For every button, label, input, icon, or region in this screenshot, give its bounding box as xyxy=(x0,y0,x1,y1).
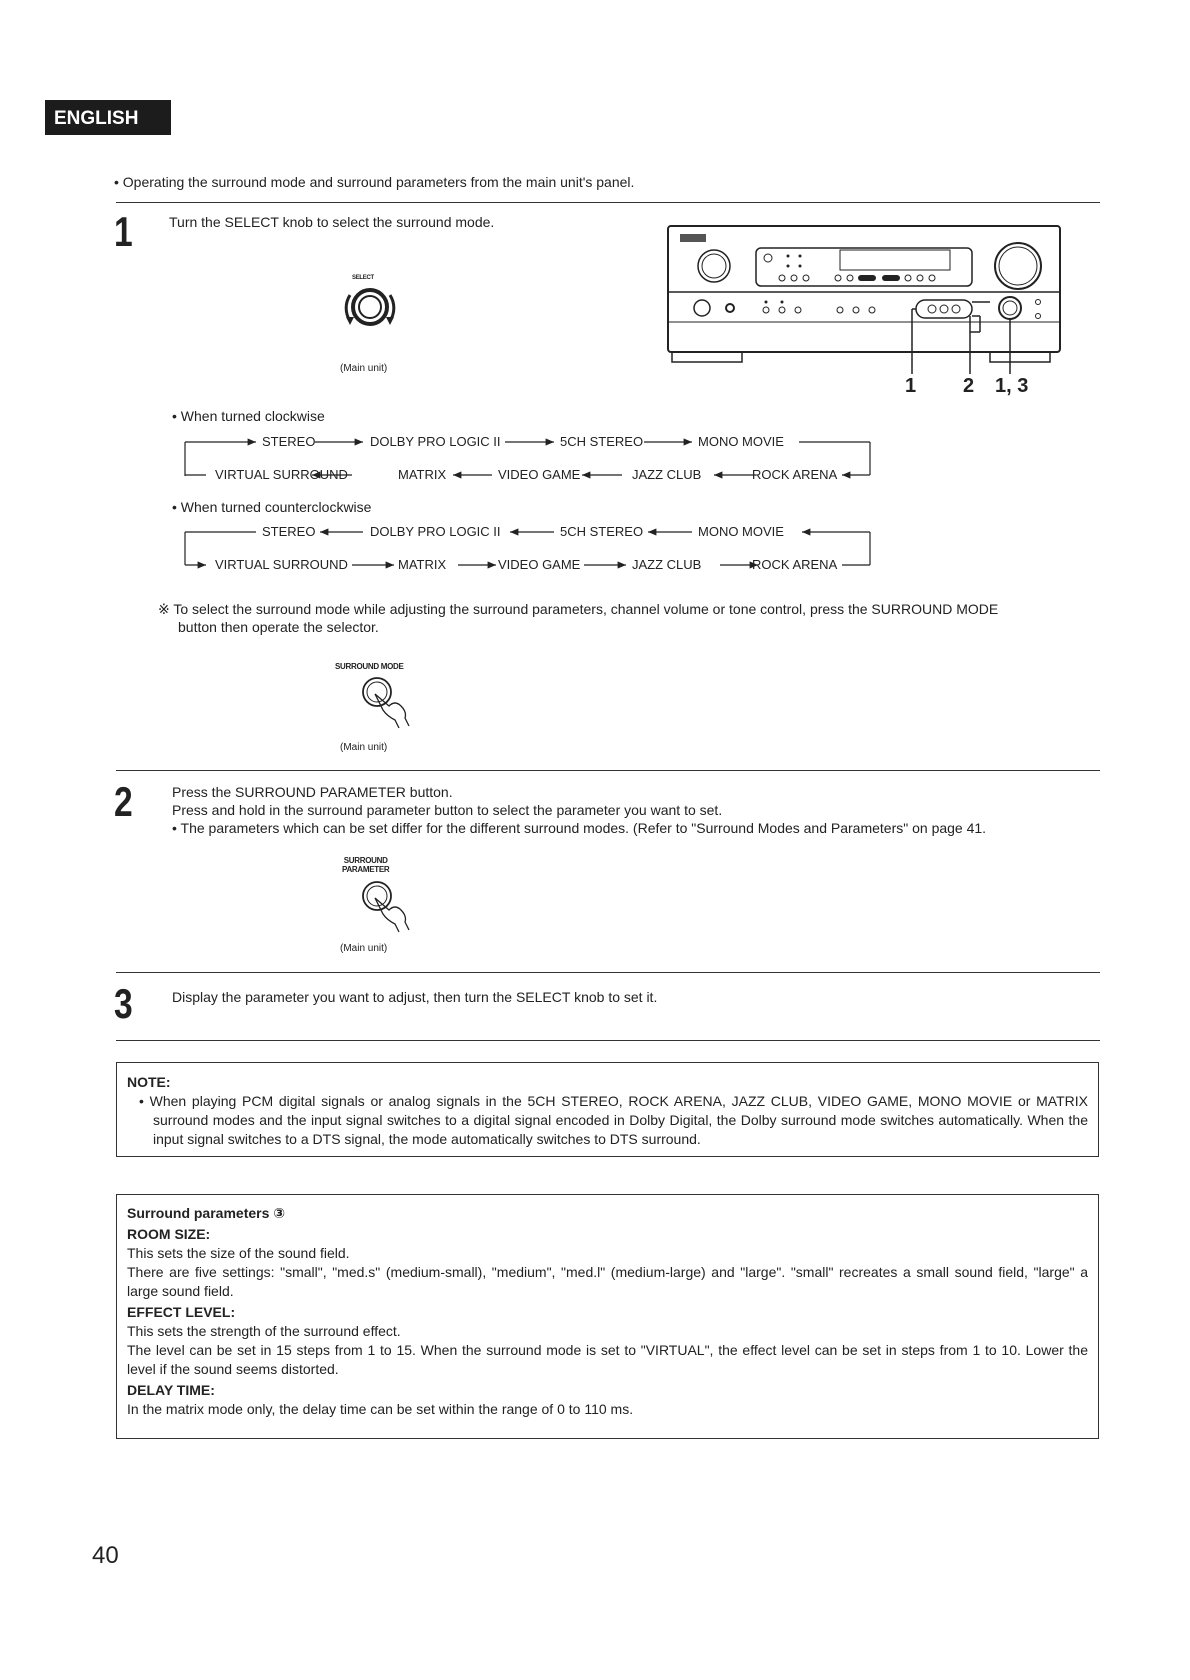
page-number: 40 xyxy=(92,1542,119,1569)
press-button-icon xyxy=(355,672,425,730)
cw-mono-movie: MONO MOVIE xyxy=(698,434,784,449)
cw-dolby-pro-logic: DOLBY PRO LOGIC II xyxy=(370,434,501,449)
callout-1: 1 xyxy=(905,375,917,397)
step-1-text: Turn the SELECT knob to select the surround mode. xyxy=(169,214,495,230)
cw-stereo: STEREO xyxy=(262,434,316,449)
ccw-virtual-surround: VIRTUAL SURROUND xyxy=(215,557,348,572)
step-2-line1: Press the SURROUND PARAMETER button. xyxy=(172,784,453,800)
note-mark: ※ xyxy=(158,601,170,617)
ccw-stereo: STEREO xyxy=(262,524,316,539)
divider xyxy=(116,972,1100,973)
ccw-mono-movie: MONO MOVIE xyxy=(698,524,784,539)
cw-virtual-surround: VIRTUAL SURROUND xyxy=(215,467,348,482)
effect-level-text-2: The level can be set in 15 steps from 1 to 15. When the surround mode is set to "VIRTUAL", the effect level can be set in steps from 1 to 10. Lower the level if the sound seems distorted. xyxy=(127,1342,1088,1377)
surround-mode-note: ※ To select the surround mode while adjusting the surround parameters, channel volume or tone control, press the SURROUND MODE button then operate the selector. xyxy=(158,601,999,635)
note-box xyxy=(116,1062,1099,1157)
press-button-icon xyxy=(355,876,425,934)
language-tab: ENGLISH xyxy=(45,100,171,135)
effect-level-text-1: This sets the strength of the surround effect. xyxy=(127,1323,401,1339)
surround-parameters-box xyxy=(116,1194,1099,1439)
select-knob-illustration xyxy=(330,265,410,335)
receiver-front-panel xyxy=(660,222,1070,392)
room-size-text-2: There are five settings: "small", "med.s" (medium-small), "medium", "med.l" (medium-large) and "large". "small" recreates a small sound field, "large" a large sound field. xyxy=(127,1264,1088,1299)
note-body: • When playing PCM digital signals or analog signals in the 5CH STEREO, ROCK ARENA, JAZZ CLUB, VIDEO GAME, MONO MOVIE or MATRIX surround modes and the input signal switches to a digital signal encoded in Dolby Digital, the Dolby surround mode switches automatically. When the input signal switches to a DTS signal, the mode automatically switches to DTS surround. xyxy=(139,1093,1088,1147)
room-size-text-1: This sets the size of the sound field. xyxy=(127,1245,350,1261)
cw-rock-arena: ROCK ARENA xyxy=(752,467,838,482)
step-2-bullet: • The parameters which can be set differ for the different surround modes. (Refer to "Surround Modes and Parameters" on page 41. xyxy=(172,820,987,836)
clockwise-title: • When turned clockwise xyxy=(172,408,325,424)
counterclockwise-title: • When turned counterclockwise xyxy=(172,499,372,515)
cw-5ch-stereo: 5CH STEREO xyxy=(560,434,644,449)
note-title: NOTE: xyxy=(127,1074,171,1090)
divider xyxy=(116,770,1100,771)
delay-time-title: DELAY TIME: xyxy=(127,1382,215,1398)
ccw-rock-arena: ROCK ARENA xyxy=(752,557,838,572)
step-3-number: 3 xyxy=(114,980,133,1027)
step-3-text: Display the parameter you want to adjust, then turn the SELECT knob to set it. xyxy=(172,989,658,1005)
ccw-dolby-pro-logic: DOLBY PRO LOGIC II xyxy=(370,524,501,539)
divider xyxy=(116,1040,1100,1041)
surround-parameter-button-label: SURROUND PARAMETER xyxy=(342,856,390,874)
cw-matrix: MATRIX xyxy=(398,467,447,482)
callout-2: 2 xyxy=(963,375,975,397)
cw-video-game: VIDEO GAME xyxy=(498,467,581,482)
room-size-title: ROOM SIZE: xyxy=(127,1226,211,1242)
ccw-matrix: MATRIX xyxy=(398,557,447,572)
ccw-video-game: VIDEO GAME xyxy=(498,557,581,572)
step-2-line2: Press and hold in the surround parameter button to select the parameter you want to set. xyxy=(172,802,723,818)
knob-icon xyxy=(330,265,410,335)
select-knob-label: SELECT xyxy=(352,275,374,281)
delay-time-text: In the matrix mode only, the delay time can be set within the range of 0 to 110 ms. xyxy=(127,1401,634,1417)
callout-1-3: 1, 3 xyxy=(995,375,1029,397)
intro-text: • Operating the surround mode and surround parameters from the main unit's panel. xyxy=(114,174,635,190)
surround-mode-button-label: SURROUND MODE xyxy=(335,662,404,671)
cw-jazz-club: JAZZ CLUB xyxy=(632,467,702,482)
divider xyxy=(116,202,1100,203)
params-title: Surround parameters ③ xyxy=(127,1205,286,1221)
surround-parameter-caption: (Main unit) xyxy=(340,943,388,954)
effect-level-title: EFFECT LEVEL: xyxy=(127,1304,236,1320)
step-1-number: 1 xyxy=(114,208,133,255)
surround-mode-caption: (Main unit) xyxy=(340,742,388,753)
main-unit-caption: (Main unit) xyxy=(340,363,388,374)
ccw-5ch-stereo: 5CH STEREO xyxy=(560,524,644,539)
step-2-number: 2 xyxy=(114,778,133,825)
ccw-jazz-club: JAZZ CLUB xyxy=(632,557,702,572)
